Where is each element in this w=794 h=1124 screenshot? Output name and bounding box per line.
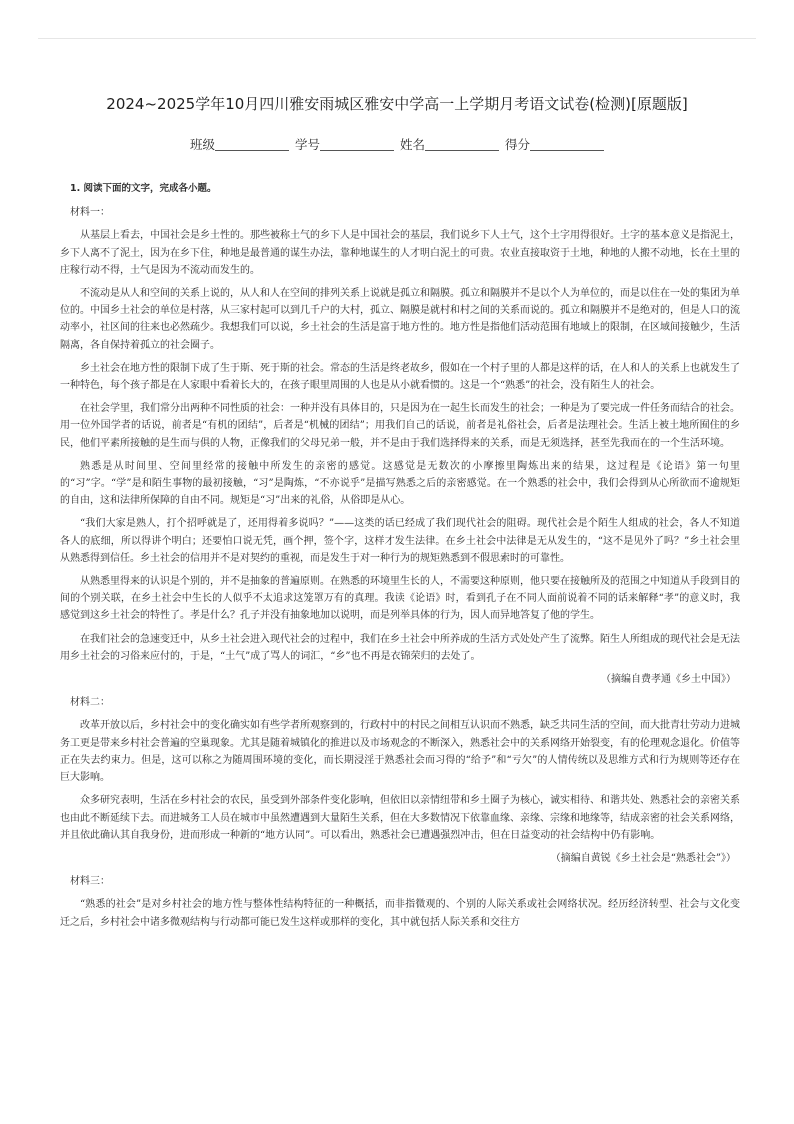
material-2-source: （摘编自黄锐《乡土社会是“熟悉社会”》） bbox=[550, 852, 736, 864]
material-1-paragraph: 不流动是从人和空间的关系上说的，从人和人在空间的排列关系上说就是孤立和隔膜。孤立和隔膜并不是以个人为单位的，而是以住在一处的集团为单位的。中国乡土社会的单位是村落，从三家村起可以到几千户的大村，孤立、隔膜是就村和村之间的关系而说的。孤立和隔膜并不是绝对的，但是人口的流动率小，社区间的往来也必然疏少。我想我们可以说，乡土社会的生活是富于地方性的。地方性是指他们活动范围有地域上的限制，在区域间接触少，生活隔离，各自保持着孤立的社会圈子。 bbox=[60, 288, 740, 351]
student-info-fields bbox=[0, 135, 794, 153]
material-1-paragraph: 在我们社会的急速变迁中，从乡土社会进入现代社会的过程中，我们在乡土社会中所养成的生活方式处处产生了流弊。陌生人所组成的现代社会是无法用乡土社会的习俗来应付的，于是，“土气”成了骂人的词汇，“乡”也不再是衣锦荣归的去处了。 bbox=[60, 633, 740, 662]
score-field[interactable] bbox=[505, 135, 604, 153]
material-1-paragraph: 乡土社会在地方性的限制下成了生于斯、死于斯的社会。常态的生活是终老故乡，假如在一个村子里的人都是这样的话，在人和人的关系上也就发生了一种特色，每个孩子都是在人家眼中看着长大的，在孩子眼里周围的人也是从小就看惯的。这是一个“熟悉”的社会，没有陌生人的社会。 bbox=[60, 362, 740, 392]
material-1-paragraph: 熟悉是从时间里、空间里经常的接触中所发生的亲密的感觉。这感觉是无数次的小摩擦里陶炼出来的结果，这过程是《论语》第一句里的“习”字。“学”是和陌生事物的最初接触，“习”是陶炼，“不亦说乎”是描写熟悉之后的亲密感觉。在一个熟悉的社会中，我们会得到从心所欲而不逾规矩的自由，这和法律所保障的自由不同。规矩是“习”出来的礼俗，从俗即是从心。 bbox=[60, 460, 740, 507]
material-3-paragraph: “熟悉的社会”是对乡村社会的地方性与整体性结构特征的一种概括，而非指微观的、个别的人际关系或社会网络状况。经历经济转型、社会与文化变迁之后，乡村社会中诸多微观结构与行动都可能已发生这样或那样的变化，其中就包括人际关系和交往方 bbox=[60, 899, 740, 928]
material-1-paragraph: 从基层上看去，中国社会是乡土性的。那些被称土气的乡下人是中国社会的基层，我们说乡下人土气，这个土字用得很好。土字的基本意义是指泥土，乡下人离不了泥土，因为在乡下住，种地是最普通的谋生办法，靠种地谋生的人才明白泥土的可贵。农业直接取资于土地，种地的人搬不动地，长在土里的庄稼行动不得，土气是因为不流动而发生的。 bbox=[60, 230, 740, 276]
score-label: 得分 bbox=[504, 137, 530, 152]
material-1-label: 材料一： bbox=[70, 207, 110, 219]
material-1-paragraph: 在社会学里，我们常分出两种不同性质的社会：一种并没有具体目的，只是因为在一起生长而发生的社会；一种是为了要完成一件任务而结合的社会。用一位外国学者的话说，前者是“有机的团结”，后者是“机械的团结”；用我们自己的话说，前者是礼俗社会，后者是法理社会。生活上被土地所囿住的乡民，他们平素所接触的是生而与俱的人物，正像我们的父母兄弟一般，并不是由于我们选择得来的关系，而是无须选择，甚至先我而在的一个生活环境。 bbox=[60, 403, 740, 449]
question-content bbox=[60, 180, 740, 937]
material-2-paragraph: 改革开放以后，乡村社会中的变化确实如有些学者所观察到的，行政村中的村民之间相互认识而不熟悉，缺乏共同生活的空间，而大批青壮劳动力进城务工更是带来乡村社会普遍的空巢现象。尤其是随着城镇化的推进以及市场观念的不断深入，熟悉社会中的关系网络开始裂变，有的伦理观念退化。价值等正在失去约束力。但是，这可以称之为随周围环境的变化，而长期浸淫于熟悉社会而习得的“给予”和“亏欠”的人情传统以及思维方式和行为规则等还存在巨大影响。 bbox=[60, 720, 740, 784]
material-3-label: 材料三： bbox=[70, 876, 110, 888]
material-2-label: 材料二： bbox=[70, 697, 110, 709]
material-1-paragraph: “我们大家是熟人，打个招呼就是了，还用得着多说吗？”——这类的话已经成了我们现代社会的阻碍。现代社会是个陌生人组成的社会，各人不知道各人的底细，所以得讲个明白；还要怕口说无凭，画个押，签个字，这样才发生法律。在乡土社会中法律是无从发生的，“这不是见外了吗？”乡土社会里从熟悉得到信任。乡土社会的信用并不是对契约的重视，而是发生于对一种行为的规矩熟悉到不假思索时的可靠性。 bbox=[60, 518, 740, 564]
score-blank[interactable] bbox=[530, 150, 604, 151]
student-number-field[interactable] bbox=[295, 135, 394, 153]
name-field[interactable] bbox=[400, 135, 499, 153]
student-number-label: 学号 bbox=[294, 137, 320, 152]
class-label: 班级 bbox=[189, 137, 215, 152]
material-1-paragraph: 从熟悉里得来的认识是个别的，并不是抽象的普遍原则。在熟悉的环境里生长的人，不需要这种原则，他只要在接触所及的范围之中知道从手段到目的间的个别关联，在乡土社会中生长的人似乎不太追求这笼罩万有的真理。我读《论语》时，看到孔子在不同人面前说着不同的话来解释“孝”的意义时，我感觉到这乡土社会的特性了。孝是什么？孔子并没有抽象地加以说明，而是列举具体的行为，因人而异地答复了他的学生。 bbox=[60, 576, 740, 622]
student-number-blank[interactable] bbox=[320, 150, 394, 151]
class-field[interactable] bbox=[190, 135, 289, 153]
name-label: 姓名 bbox=[399, 137, 425, 152]
name-blank[interactable] bbox=[425, 150, 499, 151]
material-2-paragraph: 众多研究表明，生活在乡村社会的农民，虽受到外部条件变化影响，但依旧以亲情纽带和乡土圈子为核心，诚实相待、和谐共处、熟悉社会的亲密关系也由此不断延续下去。而进城务工人员在城市中虽然遭遇到大量陌生关系，但在大多数情况下依靠血缘、亲缘、宗缘和地缘等，结成亲密的社会关系网络，并且依此确认其自我身份，进而形成一种新的“地方认同”。可以看出，熟悉社会已遭遇强烈冲击，但在日益变动的社会结构中仍有影响。 bbox=[60, 795, 740, 841]
page-title: 2024~2025学年10月四川雅安雨城区雅安中学高一上学期月考语文试卷(检测)[原题版] bbox=[106, 95, 688, 113]
top-divider bbox=[38, 38, 756, 39]
material-1-source: （摘编自费孝通《乡土中国》） bbox=[601, 674, 736, 686]
class-blank[interactable] bbox=[215, 150, 289, 151]
question-title: 1. 阅读下面的文字，完成各小题。 bbox=[70, 183, 217, 194]
